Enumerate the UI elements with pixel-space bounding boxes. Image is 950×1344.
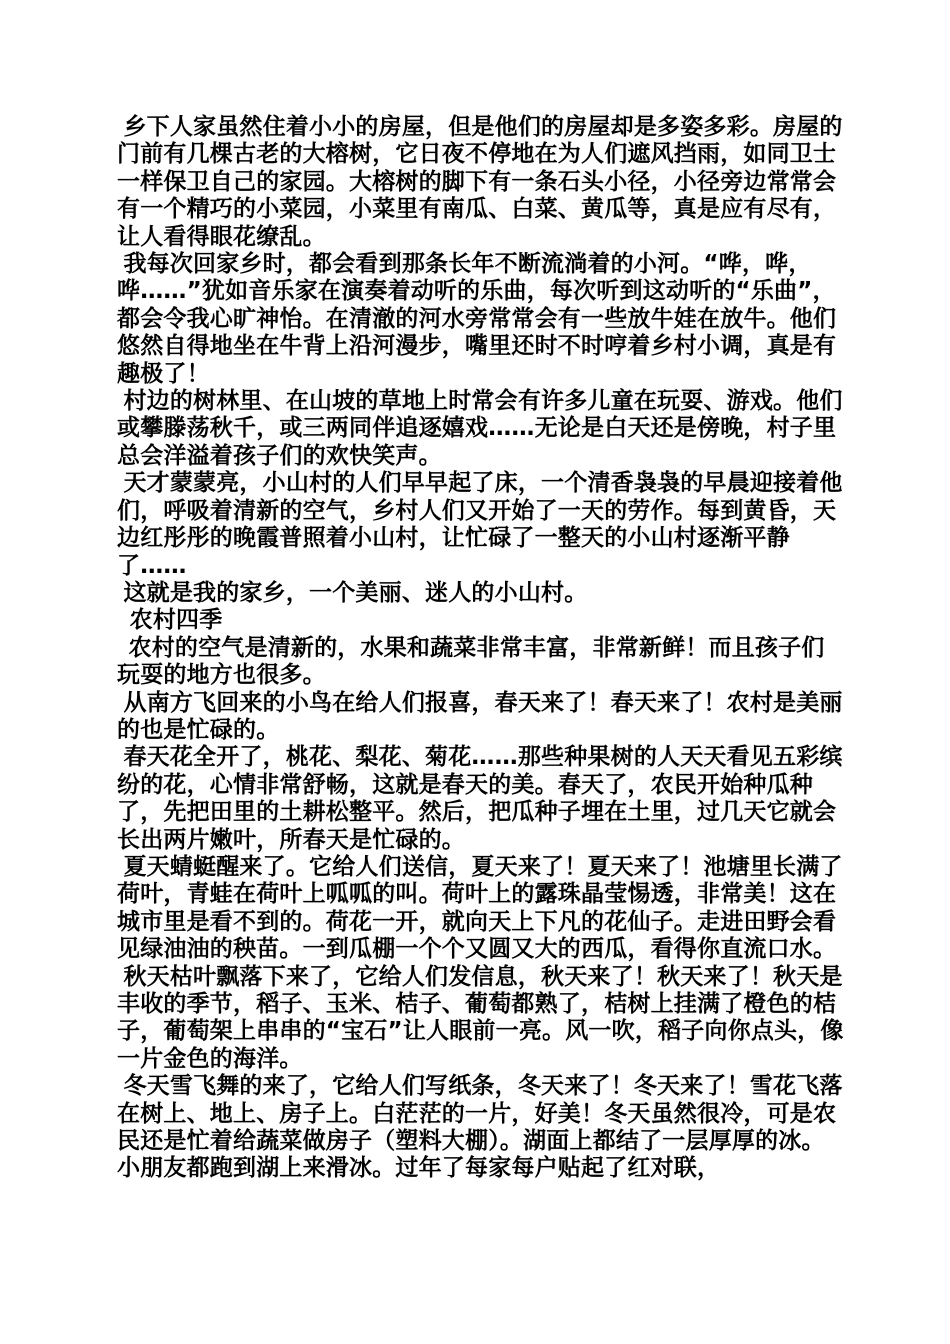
article-body — [117, 114, 847, 1183]
paragraph-spring: 春天花全开了，桃花、梨花、菊花……那些种果树的人天天看见五彩缤纷的花，心情非常舒畅，这就是春天的美。春天了，农民开始种瓜种了，先把田里的土耕松整平。然后，把瓜种子埋在土里，过几天它就会长出两片嫩叶，所春天是忙碌的。 — [117, 744, 843, 853]
paragraph-hometown-summary: 这就是我的家乡，一个美丽、迷人的小山村。 — [123, 579, 588, 606]
paragraph-winter: 冬天雪飞舞的来了，它给人们写纸条，冬天来了！冬天来了！雪花飞落在树上、地上、房子上。白茫茫的一片，好美！冬天虽然很冷，可是农民还是忙着给蔬菜做房子（塑料大棚）。湖面上都结了一层厚厚的冰。小朋友都跑到湖上来滑冰。过年了每家每户贴起了红对联， — [117, 1073, 843, 1182]
paragraph-countryside-intro: 农村的空气是清新的，水果和蔬菜非常丰富，非常新鲜！而且孩子们玩耍的地方也很多。 — [117, 634, 825, 689]
paragraph-summer: 夏天蜻蜓醒来了。它给人们送信，夏天来了！夏天来了！池塘里长满了荷叶，青蛙在荷叶上呱呱的叫。荷叶上的露珠晶莹惕透，非常美！这在城市里是看不到的。荷花一开，就向天上下凡的花仙子。走进田野会看见绿油油的秧苗。一到瓜棚一个个又圆又大的西瓜，看得你直流口水。 — [117, 853, 843, 963]
paragraph-village-houses: 乡下人家虽然住着小小的房屋，但是他们的房屋却是多姿多彩。房屋的门前有几棵古老的大榕树，它日夜不停地在为人们遮风挡雨，如同卫士一样保卫自己的家园。大榕树的脚下有一条石头小径，小径旁边常常会有一个精巧的小菜园，小菜里有南瓜、白菜、黄瓜等，真是应有尽有，让人看得眼花缭乱。 — [117, 114, 843, 250]
section-title-four-seasons: 农村四季 — [129, 607, 223, 634]
paragraph-morning-evening: 天才蒙蒙亮，小山村的人们早早起了床，一个清香袅袅的早晨迎接着他们，呼吸着清新的空气，乡村人们又开始了一天的劳作。每到黄昏，天边红彤彤的晚霞普照着小山村，让忙碌了一整天的小山村逐渐平静了…… — [117, 470, 843, 579]
paragraph-autumn: 秋天枯叶飘落下来了，它给人们发信息，秋天来了！秋天来了！秋天是丰收的季节，稻子、玉米、桔子、葡萄都熟了，桔树上挂满了橙色的桔子，葡萄架上串串的“宝石”让人眼前一亮。风一吹，稻子向你点头，像一片金色的海洋。 — [117, 963, 844, 1072]
paragraph-river: 我每次回家乡时，都会看到那条长年不断流淌着的小河。“哗，哗，哗……”犹如音乐家在演奏着动听的乐曲，每次听到这动听的“乐曲”，都会令我心旷神怡。在清澈的河水旁常常会有一些放牛娃在放牛。他们悠然自得地坐在牛背上沿河漫步，嘴里还时不时哼着乡村小调，真是有趣极了！ — [117, 251, 837, 387]
paragraph-children-playing: 村边的树林里、在山坡的草地上时常会有许多儿童在玩耍、游戏。他们或攀滕荡秋千，或三两同伴追逐嬉戏……无论是白天还是傍晚，村子里总会洋溢着孩子们的欢快笑声。 — [117, 388, 843, 469]
paragraph-birds-spring: 从南方飞回来的小鸟在给人们报喜，春天来了！春天来了！农村是美丽的也是忙碌的。 — [117, 689, 843, 743]
